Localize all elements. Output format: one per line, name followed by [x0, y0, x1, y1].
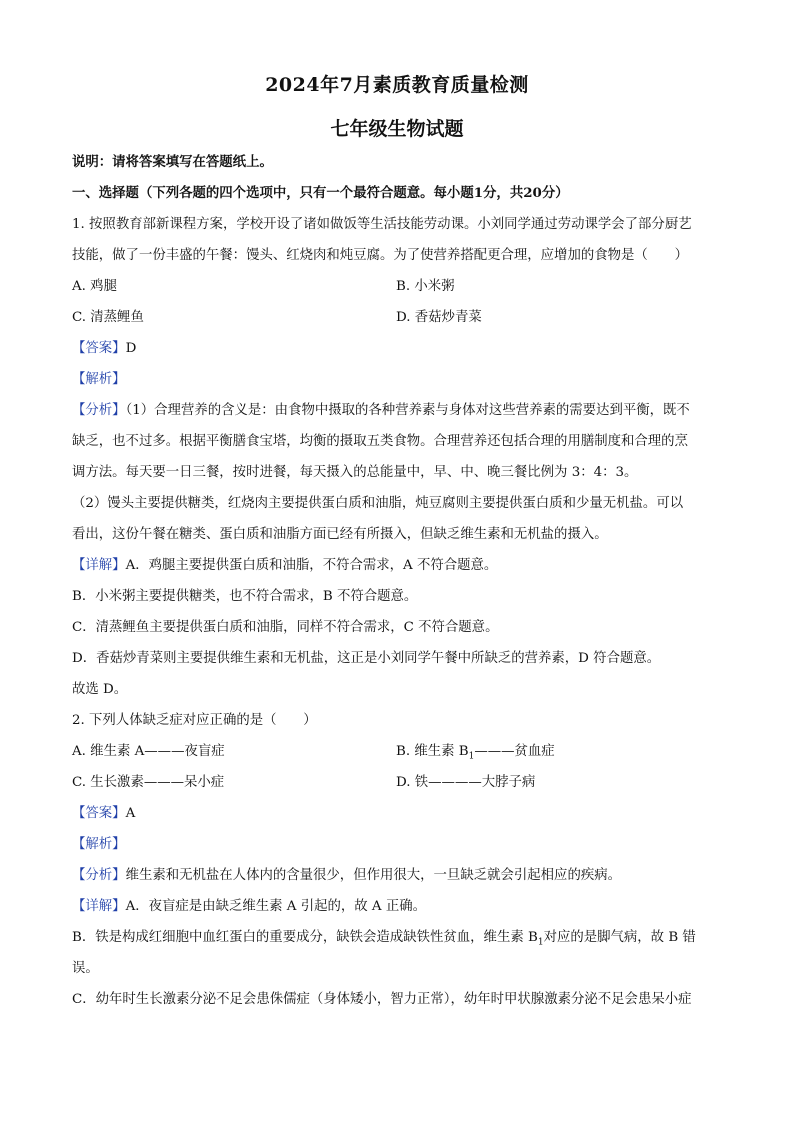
- q2-options-row-2: [72, 767, 728, 798]
- q1-fenxi-line-2: 缺乏，也不过多。根据平衡膳食宝塔，均衡的摄取五类食物。合理营养还包括合理的用膳制度和合理的烹: [72, 434, 688, 449]
- fenxi-tag: 【分析】: [72, 403, 126, 418]
- q2-option-c: C. 生长激素———呆小症: [72, 775, 225, 790]
- q1-detail-c: C．清蒸鲤鱼主要提供蛋白质和油脂，同样不符合需求，C 不符合题意。: [72, 620, 499, 635]
- detail-tag: 【详解】: [72, 899, 126, 914]
- instruction-note: 说明：请将答案填写在答题纸上。: [72, 154, 273, 170]
- q2-detail-b: [72, 922, 728, 953]
- q2-option-b: [396, 736, 720, 767]
- q2-options-row-1: [72, 736, 728, 767]
- q2-detail-c: C．幼年时生长激素分泌不足会患侏儒症（身体矮小，智力正常），幼年时甲状腺激素分泌不足会患呆小症: [72, 992, 692, 1007]
- exam-title: 2024年7月素质教育质量检测: [265, 74, 529, 96]
- q2-analysis-tag: 【解析】: [72, 837, 126, 852]
- q2-option-b-pre: B. 维生素 B: [396, 744, 469, 759]
- q1-detail-b: B．小米粥主要提供糖类，也不符合需求，B 不符合题意。: [72, 589, 418, 604]
- q1-fenxi-line-3: 调方法。每天要一日三餐，按时进餐，每天摄入的总能量中，早、中、晚三餐比例为 3：4：3。: [72, 465, 638, 480]
- q1-option-b: B. 小米粥: [396, 279, 455, 294]
- q2-fenxi-text: 维生素和无机盐在人体内的含量很少，但作用很大，一旦缺乏就会引起相应的疾病。: [125, 868, 622, 883]
- q2-stem: 2. 下列人体缺乏症对应正确的是（ ）: [72, 713, 317, 728]
- q1-stem-line-1: 1. 按照教育部新课程方案，学校开设了诸如做饭等生活技能劳动课。小刘同学通过劳动课学会了部分厨艺: [72, 217, 692, 232]
- detail-tag: 【详解】: [72, 558, 126, 573]
- q1-conclusion: 故选 D。: [72, 682, 128, 697]
- q2-option-d: D. 铁————大脖子病: [396, 775, 536, 790]
- q1-option-c: C. 清蒸鲤鱼: [72, 310, 144, 325]
- exam-body: [72, 147, 728, 1015]
- q2-detail-b-post: 对应的是脚气病，故 B 错: [543, 930, 696, 945]
- q1-fenxi-line-4: （2）馒头主要提供糖类，红烧肉主要提供蛋白质和油脂，炖豆腐则主要提供蛋白质和少量无机盐。可以: [72, 496, 684, 511]
- answer-tag: 【答案】: [72, 341, 126, 356]
- q1-detail-d: D．香菇炒青菜则主要提供维生素和无机盐，这正是小刘同学午餐中所缺乏的营养素，D 符合题意。: [72, 651, 661, 666]
- q2-answer: [72, 798, 728, 829]
- q1-stem-line-2: 技能，做了一份丰盛的午餐：馒头、红烧肉和炖豆腐。为了使营养搭配更合理，应增加的食物是（ ）: [72, 248, 688, 263]
- q2-option-a: A. 维生素 A———夜盲症: [72, 744, 225, 759]
- q2-answer-value: A: [125, 806, 136, 821]
- section-heading: 一、选择题（下列各题的四个选项中，只有一个最符合题意。每小题1分，共20分）: [72, 185, 569, 201]
- q2-detail-b-sub: 1: [537, 937, 544, 948]
- q1-analysis-tag: 【解析】: [72, 372, 126, 387]
- q1-detail-a: [72, 550, 728, 581]
- q2-option-b-sub: 1: [468, 751, 475, 762]
- q1-answer-value: D: [125, 341, 137, 356]
- q2-detail-a: [72, 891, 728, 922]
- q1-fenxi-text-1: （1）合理营养的含义是：由食物中摄取的各种营养素与身体对这些营养素的需要达到平衡，既不: [125, 403, 690, 418]
- q2-option-b-post: ———贫血症: [474, 744, 555, 759]
- q1-fenxi-line-1: [72, 395, 728, 426]
- q1-answer: [72, 333, 728, 364]
- exam-subtitle: 七年级生物试题: [330, 118, 464, 140]
- q2-detail-b-pre: B．铁是构成红细胞中血红蛋白的重要成分，缺铁会造成缺铁性贫血，维生素 B: [72, 930, 538, 945]
- q2-detail-b-cont: 误。: [72, 961, 99, 976]
- q1-options-row-2: [72, 302, 728, 333]
- q1-option-a: A. 鸡腿: [72, 279, 117, 294]
- q2-fenxi: [72, 860, 728, 891]
- q1-option-d: D. 香菇炒青菜: [396, 310, 482, 325]
- q1-options-row-1: [72, 271, 728, 302]
- answer-tag: 【答案】: [72, 806, 126, 821]
- q1-fenxi-line-5: 看出，这份午餐在糖类、蛋白质和油脂方面已经有所摄入，但缺乏维生素和无机盐的摄入。: [72, 527, 608, 542]
- fenxi-tag: 【分析】: [72, 868, 126, 883]
- q1-detail-a-text: A．鸡腿主要提供蛋白质和油脂，不符合需求，A 不符合题意。: [125, 558, 498, 573]
- q2-detail-a-text: A．夜盲症是由缺乏维生素 A 引起的，故 A 正确。: [125, 899, 427, 914]
